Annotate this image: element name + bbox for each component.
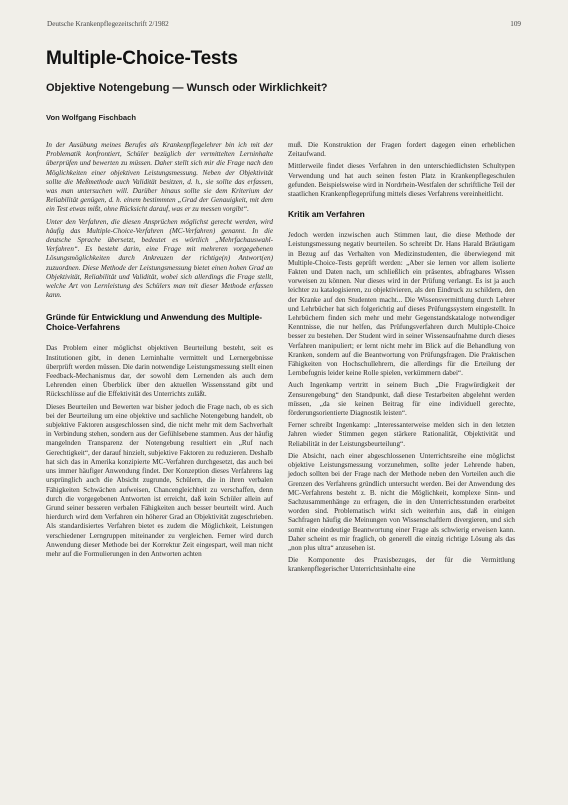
body-paragraph: Die Absicht, nach einer abgeschlossenen Unterrichtsreihe eine möglichst objektive Leistungsmessung vorzunehmen, sollte jeder Lehrende haben, jedoch sollten bei der Frage nach der Methode neben den Vorteilen auch die Grenzen des Verfahrens gründlich untersucht werden. Bei der Anwendung des MC-Verfahrens besteht z. B. nicht die Möglichkeit, komplexe Sinn- und Sachzusammenhänge zu erfragen, die in den Unterrichtsstunden erarbeitet worden sind. Problematisch wirkt sich weiterhin aus, daß in einigen Sachfragen häufig die Meinungen von Wissenschaftlern divergieren, und sich somit eine eindeutige Beantwortung einer Frage als schwierig erweisen kann. Daher scheint es mir fraglich, ob generell die einzig richtige Lösung als das „non plus ultra“ anzusehen ist. [288,451,515,552]
body-paragraph: Ferner schreibt Ingenkamp: „Interessanterweise melden sich in den letzten Jahren wieder Stimmen gegen stärkere Rationalität, Objektivität und Reliabilität in der Leistungsbeurteilung“. [288,421,515,448]
body-paragraph: Dieses Beurteilen und Bewerten war bisher jedoch die Frage nach, ob es sich bei der Beurteilung um eine objektive und sachliche Notengebung handelt, ob subjektive Faktoren ausgeschlossen sind, die nicht mehr mit dem Sachverhalt in Verbindung stehen, sondern aus der Gefühlsebene stammen. Aus der häufig mangelnden Transparenz der Notengebung resultiert ein „Ruf nach Gerechtigkeit“, der darauf hinzielt, subjektive Faktoren zu reduzieren. Deshalb hat sich das in Amerika konzipierte MC-Verfahren durchgesetzt, das auch bei uns immer häufiger Anwendung findet. Der Konzeption dieses Verfahrens lag ursprünglich auch die Absicht zugrunde, Schülern, die in ihren verbalen Fähigkeiten Schwächen aufweisen, Chancengleichheit zu verschaffen, denn durch die vorgegebenen Antworten ist erreicht, daß kein Schüler allein auf Grund seiner besseren verbalen Fähigkeiten auch besser beurteilt wird. Auch hierdurch wird dem Verfahren ein höherer Grad an Objektivität zugeschrieben. Als standardisiertes Verfahren bietet es zudem die Möglichkeit, Leistungen verschiedener Lerngruppen miteinander zu vergleichen. Ferner wird durch Anwendung dieser Methode bei der Korrektur Zeit eingespart, weil man nicht mehr auf die Formulierungen in den Antworten achten [46,402,273,558]
left-column [46,141,273,562]
right-column [288,141,515,578]
page-number: 109 [510,20,521,28]
body-paragraph: muß. Die Konstruktion der Fragen fordert dagegen einen erheblichen Zeitaufwand. [288,141,515,159]
intro-paragraph: Unter den Verfahren, die diesen Ansprüchen möglichst gerecht werden, wird häufig das Multiple-Choice-Verfahren (MC-Verfahren) genannt. In die deutsche Sprache übersetzt, bedeutet es wörtlich „Mehrfachauswahl-Verfahren“. Es besteht darin, eine Frage mit mehreren vorgegebenen Lösungsmöglichkeiten durch Ankreuzen der richtige(n) Antwort(en) zuzuordnen. Diese Methode der Leistungsmessung bietet einen hohen Grad an Objektivität, Reliabilität und Validität, wobei sich allerdings die Frage stellt, welche Art von Lernleistung des Schülers man mit dieser Methode erfassen kann. [46,217,273,300]
journal-name: Deutsche Krankenpflegezeitschrift 2/1982 [47,20,169,28]
article-title: Multiple-Choice-Tests [46,48,238,69]
body-paragraph: Auch Ingenkamp vertritt in seinem Buch „Die Fragwürdigkeit der Zensurengebung“ den Standpunkt, daß diese Testarbeiten abgelehnt werden müssen, „da sie keinen Beitrag für eine individuell gerechte, förderungsorientierte Diagnostik leisten“. [288,381,515,418]
body-paragraph: Das Problem einer möglichst objektiven Beurteilung besteht, seit es Institutionen gibt, in denen Lerninhalte vermittelt und Lernergebnisse überprüft werden müssen. Die darin notwendige Leistungsmessung stellt einen Feedback-Mechanismus dar, der sowohl dem Lernenden als auch dem Lehrenden einen Überblick über den aktuellen Wissensstand gibt und Rückschlüsse auf die Effektivität des Unterrichts zuläßt. [46,344,273,399]
section-heading: Gründe für Entwicklung und Anwendung des Multiple-Choice-Verfahrens [46,312,263,333]
intro-paragraph: In der Ausübung meines Berufes als Krankenpflegelehrer bin ich mit der Problematik konfrontiert, Schüler bezüglich der vermittelten Lerninhalte überprüfen und bewerten zu müssen. Daher stellt sich mir die Frage nach den Möglichkeiten einer objektiven Leistungsmessung. Neben der Objektivität sollte die Meßmethode auch Validität besitzen, d. h., sie sollte das erfassen, was man untersuchen will. Darüber hinaus sollte sie dem Kriterium der Reliabilität genügen, d. h. einem bestimmten „Grad der Genauigkeit, mit dem ein Test etwas mißt, ohne Rücksicht darauf, was er zu messen vorgibt“. [46,141,273,214]
body-paragraph: Mittlerweile findet dieses Verfahren in den unterschiedlichsten Schultypen Verwendung und hat auch seinen festen Platz in Krankenpflegeschulen gefunden. Beispielsweise wird in Nordrhein-Westfalen der schriftliche Teil der staatlichen Krankenpflegeprüfung mittels dieses Verfahrens vereinheitlicht. [288,162,515,199]
body-paragraph: Jedoch werden inzwischen auch Stimmen laut, die diese Methode der Leistungsmessung negativ beurteilen. So schreibt Dr. Hans Harald Bräutigam in Bezug auf das Verhalten von Medizinstudenten, die überwiegend mit Multiple-Choice-Tests geprüft werden: „Aber sie lernen vor allem isolierte Fakten und Daten nach, um schließlich ein präsentes, abfragbares Wissen vorweisen zu können. Nur dieses wird in der Prüfung verlangt. Es ist ja auch leichter zu katalogisieren, zu objektivieren, als den Eindruck zu schildern, den der Kranke auf den Studenten macht... Die Wissensvermittlung durch Lehrer und Lehrbücher hat sich folgerichtig auf dieses Prüfungssystem eingestellt. In Lehrbüchern finden sich mehr und mehr Gegenstandskataloge notwendiger Kenntnisse, die nur helfen, das Prüfungsverfahren durch Multiple-Choice besser zu bestehen. Der Student wird in seiner Wissensaufnahme durch dieses Verfahren manipuliert; er lernt nicht mehr im Blick auf die Behandlung von Kranken, sondern auf die Beantwortung von Prüfungsfragen. Die Praktischen Fähigkeiten von Hochschullehrern, die allerdings für die Erteilung der Lernbefugnis leider keine Rolle spielen, verkümmern dabei“. [288,231,515,378]
article-author: Von Wolfgang Fischbach [46,113,137,122]
article-subtitle: Objektive Notengebung — Wunsch oder Wirklichkeit? [46,82,328,94]
running-header [47,20,521,28]
body-paragraph: Die Komponente des Praxisbezuges, der für die Vermittlung krankenpflegerischer Unterrichtsinhalte eine [288,556,515,574]
section-heading: Kritik am Verfahren [288,209,365,220]
